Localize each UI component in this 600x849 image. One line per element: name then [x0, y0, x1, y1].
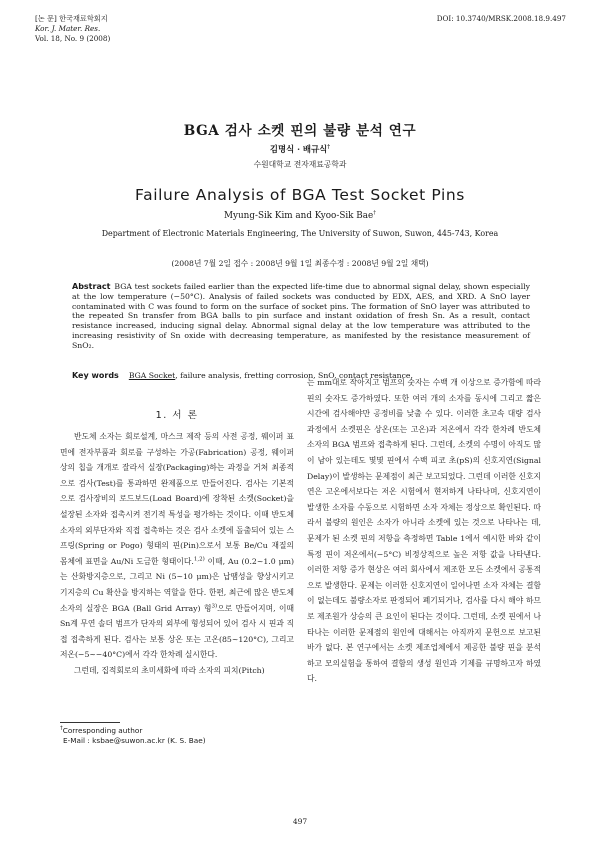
section-heading: 1. 서 론	[155, 410, 199, 421]
body-right-column	[307, 375, 541, 687]
paragraph	[60, 429, 294, 663]
page-number: 497	[292, 817, 308, 826]
abstract-text: BGA test sockets failed earlier than the expected life-time due to abnormal signal delay, shown especially at the low temperature (−50°C). Analysis of failed sockets was conducted by EDX, AES, and XRD. A SnO layer contaminated with C was found to form on the surface of socket pins. The formation of SnO layer was attributed to the repeated Sn transfer from BGA balls to pin surface and instant oxidation of fresh Sn. As a result, contact resistance increased, inducing signal delay. Abnormal signal delay at the low temperature was attributed to the increasing resistivity of Sn oxide with decreasing temperature, as manifested by the resistance measurement of SnO₂.	[72, 282, 530, 350]
authors-english-names: Myung-Sik Kim and Kyoo-Sik Bae	[224, 211, 374, 221]
abstract	[72, 282, 530, 351]
journal-header	[35, 14, 110, 45]
reference-mark: 3)	[211, 602, 218, 609]
authors-korean-names: 김명식 · 배규식	[269, 144, 328, 154]
paragraph-text: 으로 만들어지며, 이때 Sn계 무연 솔더 범프가 단자의 외부에 형성되어 있어 검사 시 핀과 직접 접촉하게 된다. 검사는 보통 상온 또는 고온(85~120°C), 그리고 저온(−5~−40°C)에서 각각 한차례 실시한다.	[60, 603, 294, 660]
footnote-author-line	[60, 726, 294, 736]
footnote-mark: †	[60, 725, 63, 732]
abstract-label: Abstract	[72, 282, 111, 291]
footnote-rule	[60, 722, 120, 723]
footnote	[60, 726, 294, 747]
corresponding-mark: †	[327, 144, 331, 151]
title-english: Failure Analysis of BGA Test Socket Pins	[135, 186, 465, 204]
keywords-label: Key words	[72, 371, 119, 380]
doi: DOI: 10.3740/MRSK.2008.18.9.497	[436, 14, 566, 23]
paragraph-text: 이때, Au (0.2~1.0 μm)는 산화방지층으로, 그리고 Ni (5~10 μm)은 납땜성을 향상시키고 기지층의 Cu 확산을 방지하는 역할을 한다. 한편, 최근에 많은 반도체 소자의 실장은 BGA (Ball Grid Array) 형	[60, 556, 294, 613]
corresponding-mark-en: †	[373, 210, 376, 217]
keyword-first: BGA Socket	[128, 371, 176, 380]
journal-volume: Vol. 18, No. 9 (2008)	[35, 34, 111, 44]
paragraph: 그런데, 집적회로의 초미세화에 따라 소자의 피치(Pitch)	[74, 665, 265, 675]
paragraph-text: 반도체 소자는 회로설계, 마스크 제작 등의 사전 공정, 웨이퍼 표면에 전자부품과 회로를 구성하는 가공(Fabrication) 공정, 웨이퍼 상의 칩을 개개로 잘라서 실장(Packaging)하는 과정을 거쳐 최종적으로 검사(Test)를 통과하면 완제품으로 만들어진다. 검사는 기본적으로 검사장비의 로드보드(Load Board)에 장착된 소켓(Socket)을 설장된 소자와 접촉시켜 전기적 특성을 평가하는 것이다. 이때 반도체 소자의 외부단자와 직접 접촉하는 것은 검사 소켓에 돌출되어 있는 스프링(Spring or Pogo) 형태의 핀(Pin)으로서 보통 Be/Cu 재질의 몸체에 표면을 Au/Ni 도금한 형태이다.	[60, 432, 294, 566]
affiliation-english: Department of Electronic Materials Engineering, The University of Suwon, Suwon, 445-743, Korea	[101, 229, 499, 238]
body-left-column	[60, 429, 294, 679]
affiliation-korean: 수원대학교 전자재료공학과	[253, 160, 347, 169]
journal-name-en: Kor. J. Mater. Res.	[35, 24, 101, 34]
authors-korean	[0, 143, 600, 155]
keywords-rest: , failure analysis, fretting corrosion, SnO, contact resistance.	[175, 371, 413, 380]
footnote-corresponding: Corresponding author	[62, 726, 143, 735]
footnote-email: E-Mail : ksbae@suwon.ac.kr (K. S. Bae)	[63, 736, 206, 746]
authors-english	[0, 211, 600, 221]
submission-dates: (2008년 7월 2일 접수 : 2008년 9월 1일 최종수정 : 2008년 9월 2일 채택)	[171, 259, 429, 268]
paragraph: 는 mm대로 작아지고 범프의 숫자는 수백 개 이상으로 증가함에 따라 핀의 숫자도 증가하였다. 또한 여러 개의 소자를 동시에 그리고 짧은 시간에 검사해야만 공정비를 낮출 수 있다. 이러한 초고속 대량 검사 과정에서 소켓핀은 상온(또는 고온)과 저온에서 각각 한차례 반도체 소자의 BGA 범프와 접촉하게 된다. 그런데, 소켓의 수명이 아직도 많이 남아 있는데도 몇몇 핀에서 수백 피코 초(pS)의 신호지연(Signal Delay)이 발생하는 문제점이 최근 보고되었다. 그런데 이러한 신호지연은 고온에서보다는 저온 시험에서 현저하게 나타나며, 신호지연이 발생한 소자를 수동으로 시험하면 소자 자체는 정상으로 확인된다. 따라서 불량의 원인은 소자가 아니라 소켓에 있는 것으로 나타나는 데, 문제가 된 소켓 핀의 저항을 측정하면 Table 1에서 예시한 바와 같이 특정 핀이 저온에서(−5°C) 비정상적으로 높은 저항 값을 나타낸다. 이러한 저항 증가 현상은 여러 회사에서 제조한 모든 소켓에서 공통적으로 발생한다. 문제는 이러한 신호지연이 일어나면 소자 자체는 결함이 없는데도 불량소자로 판정되어 폐기되거나, 검사를 다시 해야 하므로 제조원가 상승의 큰 요인이 된다는 것이다. 그런데, 소켓 핀에서 나타나는 이러한 문제점의 원인에 대해서는 아직까지 문헌으로 보고된 바가 없다. 본 연구에서는 소켓 제조업체에서 제공한 불량 핀을 분석하고 모의실험을 통하여 결함의 생성 원인과 기제를 규명하고자 하였다.	[307, 378, 541, 684]
title-korean: BGA 검사 소켓 핀의 불량 분석 연구	[183, 123, 417, 139]
journal-name-ko: [논 문] 한국재료학회지	[35, 14, 108, 23]
reference-mark: 1,2)	[193, 556, 205, 563]
